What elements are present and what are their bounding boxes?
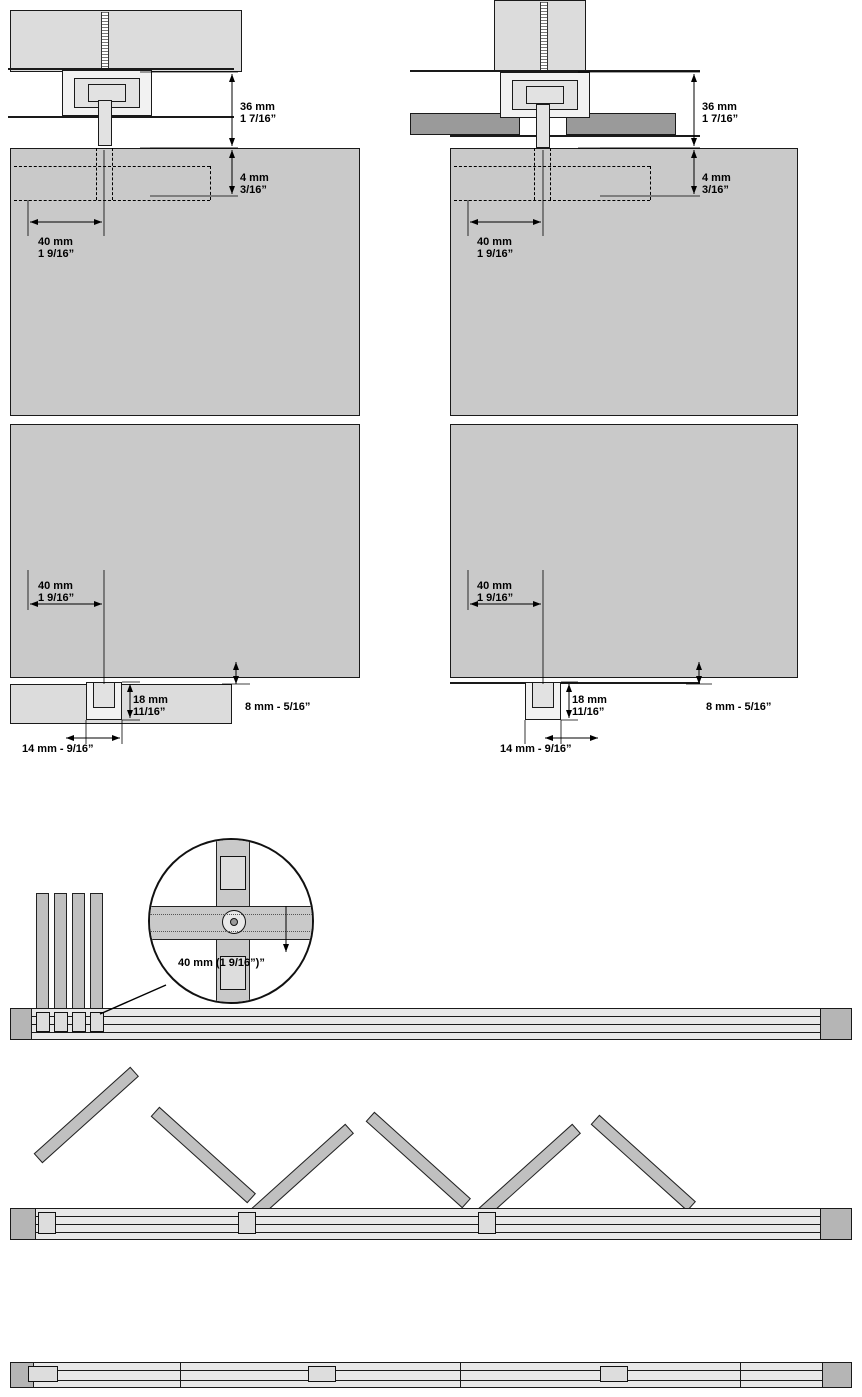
plan-carriage-closed-3	[600, 1366, 628, 1382]
stacked-leaf-1	[36, 893, 49, 1016]
plan-carriage-folded-1	[38, 1212, 56, 1234]
plan-track-cap-right-closed	[822, 1362, 852, 1388]
folded-leaf-5	[476, 1124, 581, 1221]
detail-callout-circle	[148, 838, 314, 1004]
dim-18mm-right: 18 mm 11/16”	[572, 694, 607, 718]
plan-track-cap-right-stacked	[820, 1008, 852, 1040]
hanger-bolt-left	[98, 100, 112, 146]
plan-track-line-2-stacked	[32, 1024, 820, 1025]
stacked-leaf-4	[90, 893, 103, 1016]
dim-4mm-right: 4 mm 3/16”	[702, 172, 731, 196]
dim-40mm-bottom-left: 40 mm 1 9/16”	[38, 580, 75, 604]
plan-track-line-3-stacked	[32, 1032, 820, 1033]
panel-hidden-edge-right-3	[650, 166, 651, 200]
roller-carriage-right	[526, 86, 564, 104]
panel-hidden-edge-right-5	[550, 148, 551, 200]
plan-carriage-stacked-1	[36, 1012, 50, 1032]
panel-hidden-edge-left-5	[112, 148, 113, 200]
plan-track-line-1-closed	[34, 1370, 822, 1371]
ceiling-slab-left	[10, 10, 242, 72]
plan-carriage-closed-2	[308, 1366, 336, 1382]
plan-carriage-stacked-2	[54, 1012, 68, 1032]
plan-carriage-stacked-4	[90, 1012, 104, 1032]
dim-callout-40mm: 40 mm (1 9/16”)”	[178, 957, 265, 969]
dim-8mm-right: 8 mm - 5/16”	[706, 701, 772, 713]
door-panel-upper-left	[10, 148, 360, 416]
plan-leaf-joint-closed-1	[180, 1362, 181, 1388]
dim-40mm-top-left: 40 mm 1 9/16”	[38, 236, 75, 260]
dim-14mm-right: 14 mm - 9/16”	[500, 743, 572, 755]
fixing-screw-left	[101, 12, 109, 72]
dim-36mm-left: 36 mm 1 7/16”	[240, 101, 277, 125]
folded-leaf-4	[366, 1112, 471, 1209]
panel-hidden-edge-left-3	[210, 166, 211, 200]
plan-track-line-1-stacked	[32, 1016, 820, 1017]
detail-centerline-2	[150, 931, 314, 932]
plan-carriage-stacked-3	[72, 1012, 86, 1032]
plan-leaf-joint-closed-2	[460, 1362, 461, 1388]
stacked-leaf-2	[54, 893, 67, 1016]
plan-track-cap-left-stacked	[10, 1008, 32, 1040]
track-topline-left	[8, 68, 234, 70]
track-underline-left	[8, 116, 234, 118]
dim-8mm-left: 8 mm - 5/16”	[245, 701, 311, 713]
hanger-bolt-right	[536, 104, 550, 148]
stacked-leaf-3	[72, 893, 85, 1016]
detail-centerline-1	[150, 914, 314, 915]
plan-track-line-2-folded	[36, 1224, 820, 1225]
detail-hinge-plate-top	[220, 856, 246, 890]
folded-leaf-6	[591, 1115, 696, 1212]
plan-carriage-closed-1	[28, 1366, 58, 1382]
plan-leaf-joint-closed-3	[740, 1362, 741, 1388]
dim-14mm-left: 14 mm - 9/16”	[22, 743, 94, 755]
panel-hidden-edge-left-4	[96, 148, 97, 200]
track-underline-right	[450, 135, 700, 137]
door-panel-lower-right	[450, 424, 798, 678]
plan-track-line-2-closed	[34, 1380, 822, 1381]
plan-track-line-1-folded	[36, 1216, 820, 1217]
panel-hidden-edge-right-4	[534, 148, 535, 200]
detail-pivot-center	[230, 918, 238, 926]
door-panel-lower-left	[10, 424, 360, 678]
folded-leaf-1	[34, 1067, 139, 1164]
panel-hidden-edge-right-1	[454, 166, 650, 167]
folded-leaf-2	[151, 1107, 256, 1204]
dim-40mm-bottom-right: 40 mm 1 9/16”	[477, 580, 514, 604]
floor-guide-inner-left	[93, 682, 115, 708]
plan-track-closed	[10, 1362, 852, 1388]
dim-40mm-top-right: 40 mm 1 9/16”	[477, 236, 514, 260]
floor-guide-inner-right	[532, 682, 554, 708]
panel-hidden-edge-right-2	[454, 200, 650, 201]
fixing-screw-right	[540, 2, 548, 70]
panel-hidden-edge-left-2	[14, 200, 210, 201]
dim-36mm-right: 36 mm 1 7/16”	[702, 101, 739, 125]
plan-track-line-3-folded	[36, 1232, 820, 1233]
door-panel-upper-right	[450, 148, 798, 416]
floor-line-right	[450, 682, 700, 684]
dim-4mm-left: 4 mm 3/16”	[240, 172, 269, 196]
dim-18mm-left: 18 mm 11/16”	[133, 694, 168, 718]
plan-track-cap-right-folded	[820, 1208, 852, 1240]
folded-leaf-3	[249, 1124, 354, 1221]
plan-carriage-folded-2	[238, 1212, 256, 1234]
plan-carriage-folded-3	[478, 1212, 496, 1234]
plan-track-cap-left-folded	[10, 1208, 36, 1240]
